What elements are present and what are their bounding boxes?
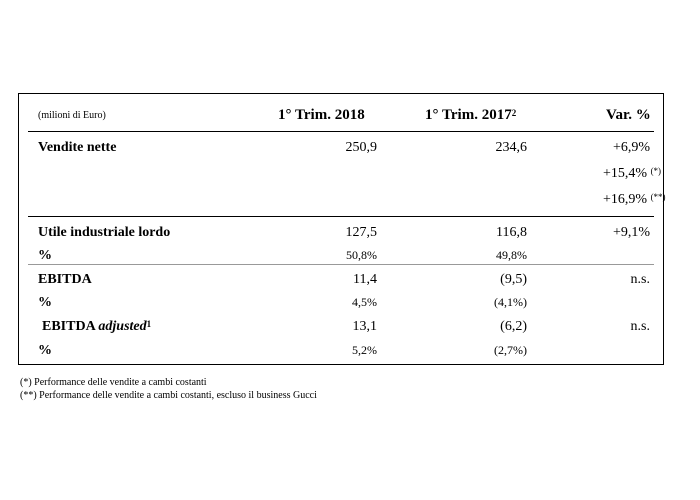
ebitda-adjusted-2017-value: (6,2) [500, 319, 527, 334]
ebitda-variation: n.s. [630, 272, 650, 287]
utile-2017-value: 116,8 [496, 225, 527, 240]
header-separator [28, 131, 654, 132]
row-label-ebitda-adjusted: EBITDA adjusted$^1$ [42, 319, 152, 334]
ebitda-adjusted-variation: n.s. [630, 319, 650, 334]
vendite-variation: +6,9% [612, 140, 650, 155]
utile-variation: +9,1% [612, 225, 650, 240]
utile-2017-percent: 49,8% [496, 248, 527, 262]
row-label-ebitda: EBITDA [38, 272, 92, 287]
ebitda-adjusted-2018-percent: 5,2% [352, 343, 377, 357]
footnote-excl-gucci: (**) Performance delle vendite a cambi costanti, escluso il business Gucci [20, 390, 317, 401]
ebitda-adjusted-2018-value: 13,1 [352, 319, 377, 334]
vendite-variation-constant-fx: +15,4% (*) [603, 166, 662, 181]
column-header-2017: 1° Trim. 2017$^2$ [425, 107, 517, 123]
row-separator [28, 216, 654, 217]
unit-label: (milioni di Euro) [38, 110, 106, 121]
column-header-variation: Var. % [606, 107, 651, 123]
row-separator [28, 264, 654, 265]
ebitda-2017-value: (9,5) [500, 272, 527, 287]
ebitda-2018-value: 11,4 [353, 272, 377, 287]
column-header-2018: 1° Trim. 2018 [278, 107, 365, 123]
row-label-vendite-nette: Vendite nette [38, 140, 117, 155]
utile-percent-label: % [38, 248, 52, 263]
vendite-variation-excl-gucci: +16,9% (**) [603, 192, 666, 207]
row-label-utile-industriale-lordo: Utile industriale lordo [38, 225, 171, 240]
ebitda-percent-label: % [38, 295, 52, 310]
utile-2018-percent: 50,8% [346, 248, 377, 262]
footnote-constant-fx: (*) Performance delle vendite a cambi costanti [20, 377, 207, 388]
ebitda-2018-percent: 4,5% [352, 295, 377, 309]
utile-2018-value: 127,5 [345, 225, 377, 240]
vendite-2017-value: 234,6 [495, 140, 527, 155]
ebitda-adjusted-percent-label: % [38, 343, 52, 358]
ebitda-2017-percent: (4,1%) [494, 295, 527, 309]
ebitda-adjusted-2017-percent: (2,7%) [494, 343, 527, 357]
vendite-2018-value: 250,9 [345, 140, 377, 155]
